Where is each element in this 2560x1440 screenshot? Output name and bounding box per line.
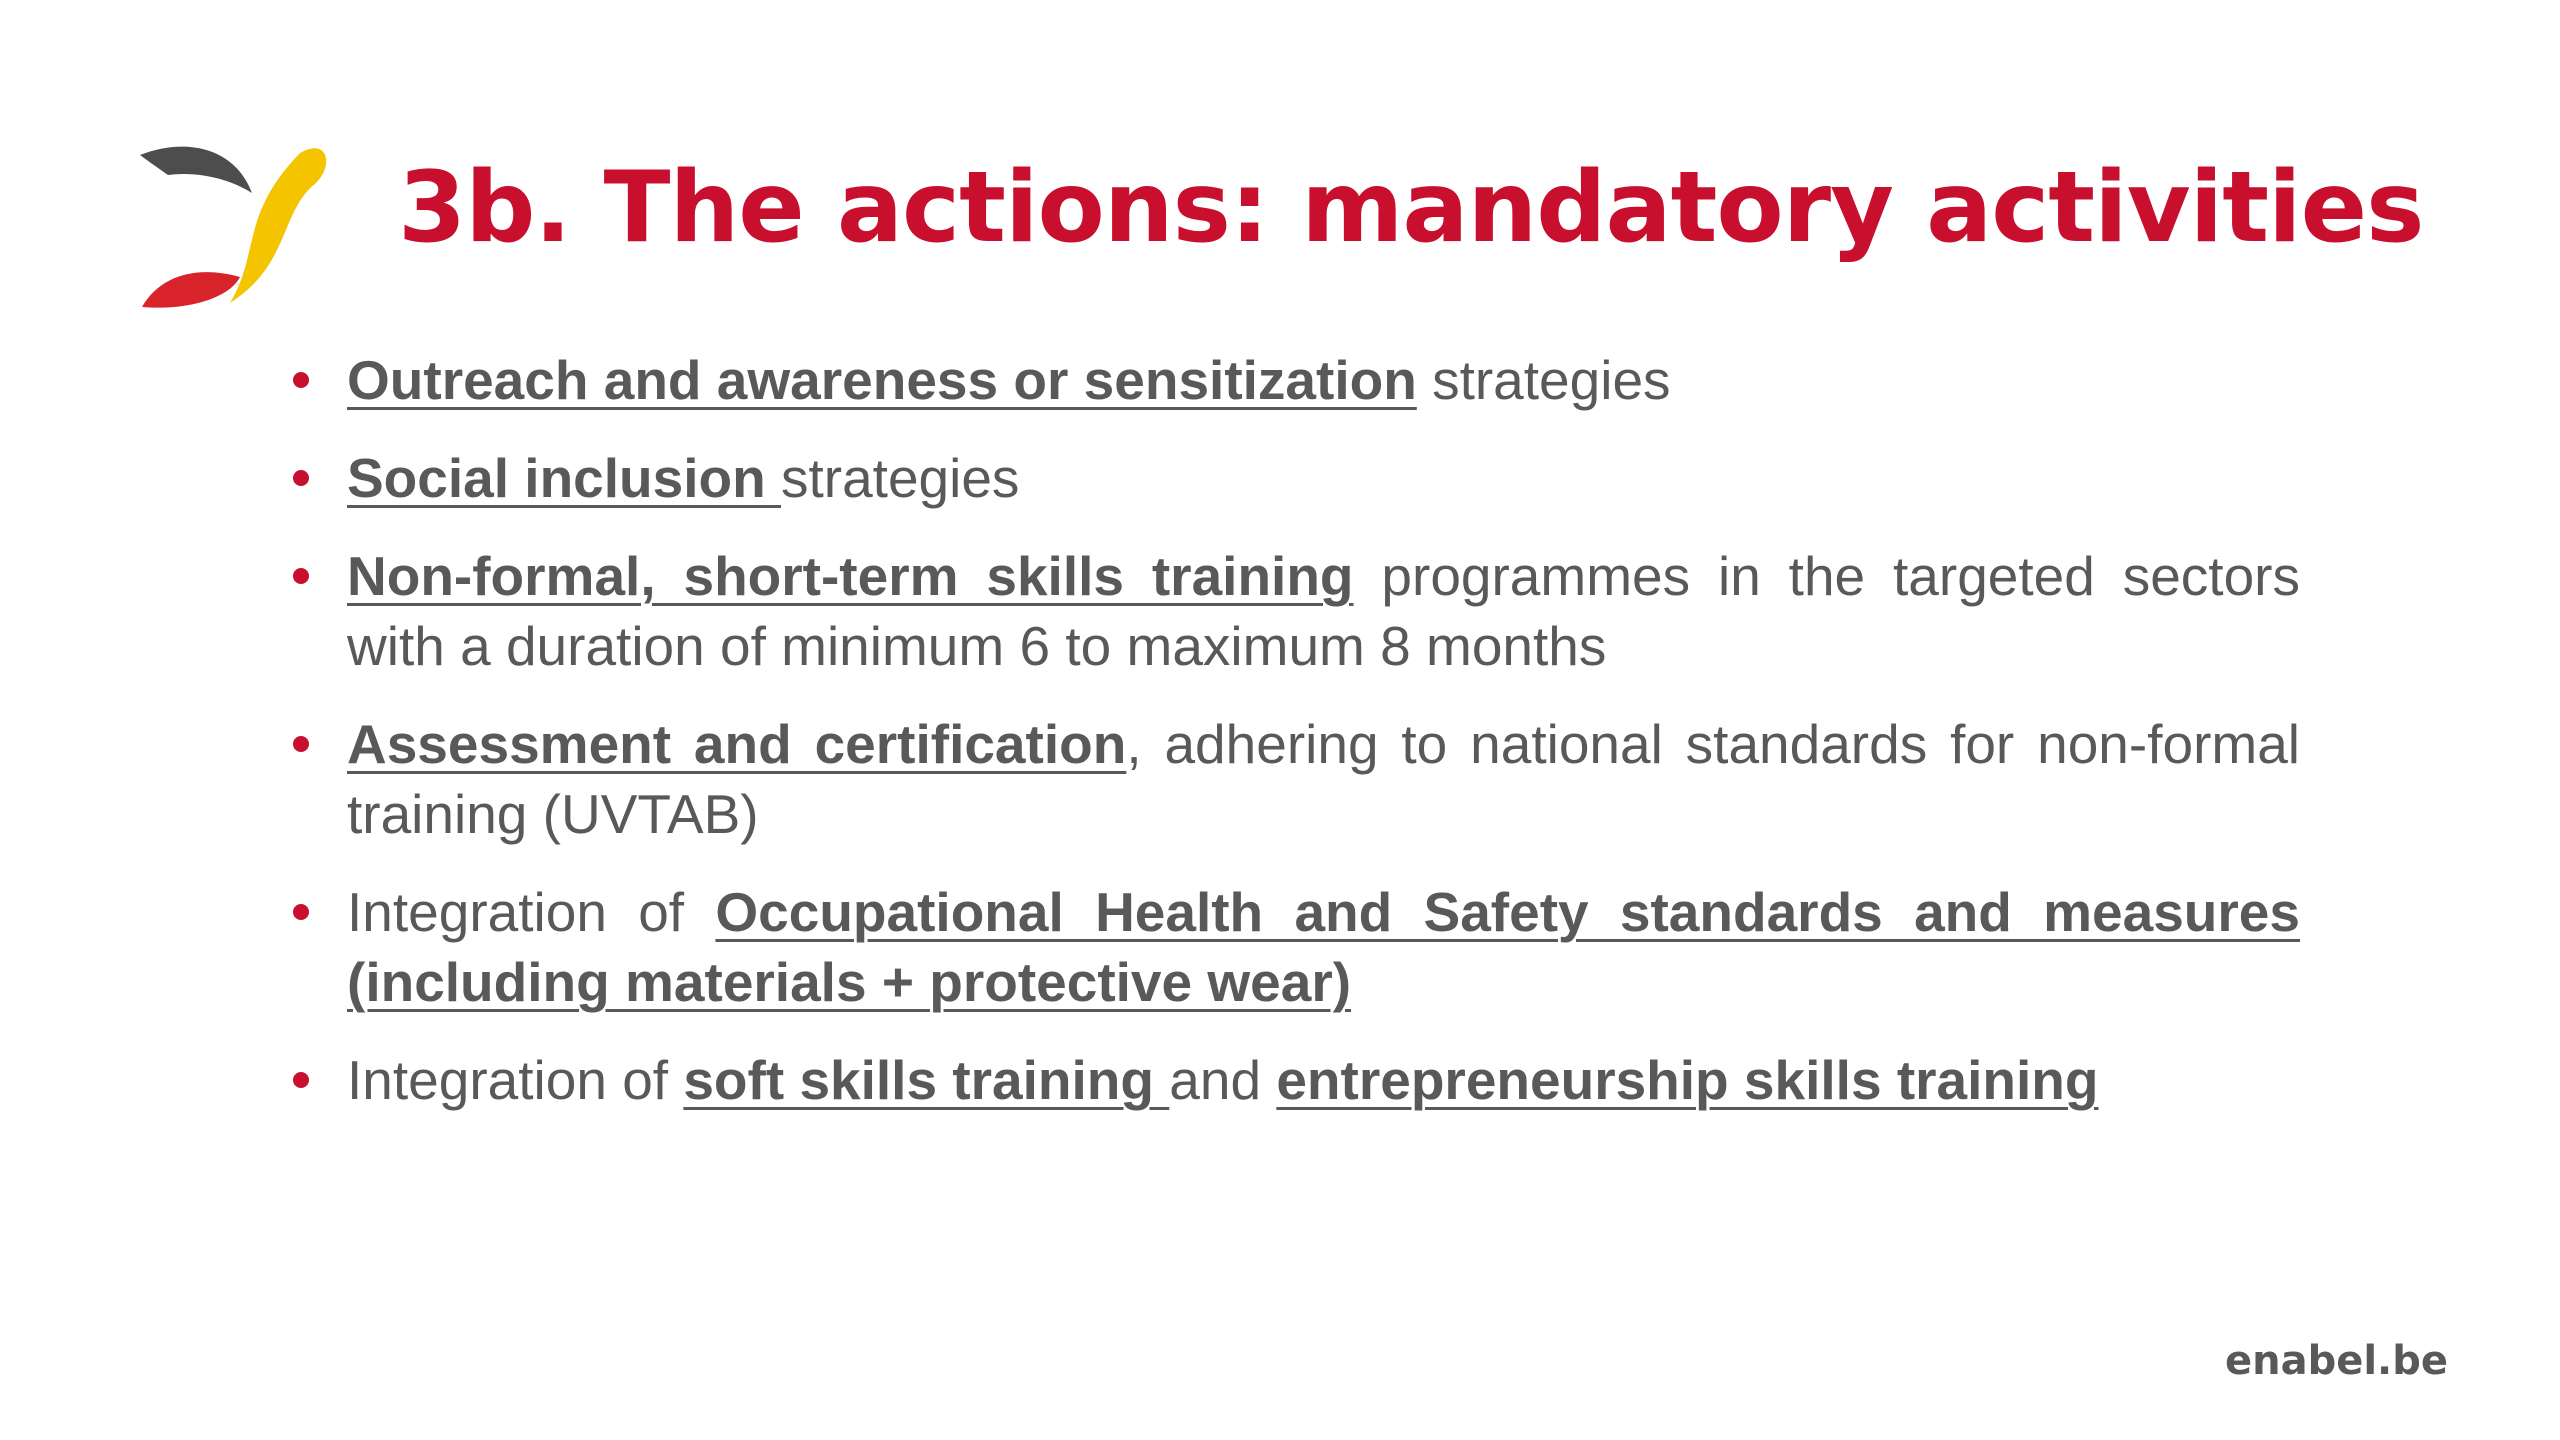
bullet-emphasis: soft skills training (683, 1049, 1170, 1111)
bullet-emphasis: Occupational Health and Safety standards and measures (including materials + protective wear) (347, 881, 2300, 1013)
bullet-text: , adhering to national standards for non-formal training (UVTAB) (347, 713, 2301, 845)
logo-yellow-wing (230, 148, 326, 303)
bullet-text: programmes in the targeted sectors with a duration of minimum 6 to maximum 8 months (347, 545, 2300, 677)
list-item (285, 541, 2300, 681)
bullet-dot-icon (293, 470, 309, 486)
bullet-dot-icon (293, 1072, 309, 1088)
bullet-dot-icon (293, 568, 309, 584)
slide-title: 3b. The actions: mandatory activities (398, 151, 2424, 265)
bullet-list (285, 345, 2300, 1143)
bullet-emphasis: Non-formal, short-term skills training (347, 545, 1354, 607)
list-item (285, 345, 2300, 415)
bullet-emphasis: Social inclusion (347, 447, 781, 509)
bullet-dot-icon (293, 904, 309, 920)
bullet-dot-icon (293, 372, 309, 388)
bullet-dot-icon (293, 736, 309, 752)
bullet-text: strategies (780, 447, 1020, 509)
list-item (285, 877, 2300, 1017)
bullet-emphasis: entrepreneurship skills training (1276, 1049, 2099, 1111)
bullet-text: Integration of (347, 1049, 684, 1111)
enabel-logo-icon (140, 135, 330, 310)
bullet-emphasis: Outreach and awareness or sensitization (347, 349, 1417, 411)
bullet-text: and (1169, 1049, 1277, 1111)
list-item (285, 709, 2300, 849)
list-item (285, 443, 2300, 513)
logo-dark-wing (140, 147, 252, 193)
footer-url: enabel.be (2224, 1338, 2448, 1384)
logo-red-wing (142, 272, 240, 308)
bullet-emphasis: Assessment and certification (347, 713, 1127, 775)
bullet-text: Integration of (347, 881, 716, 943)
list-item (285, 1045, 2300, 1115)
bullet-text: strategies (1416, 349, 1671, 411)
